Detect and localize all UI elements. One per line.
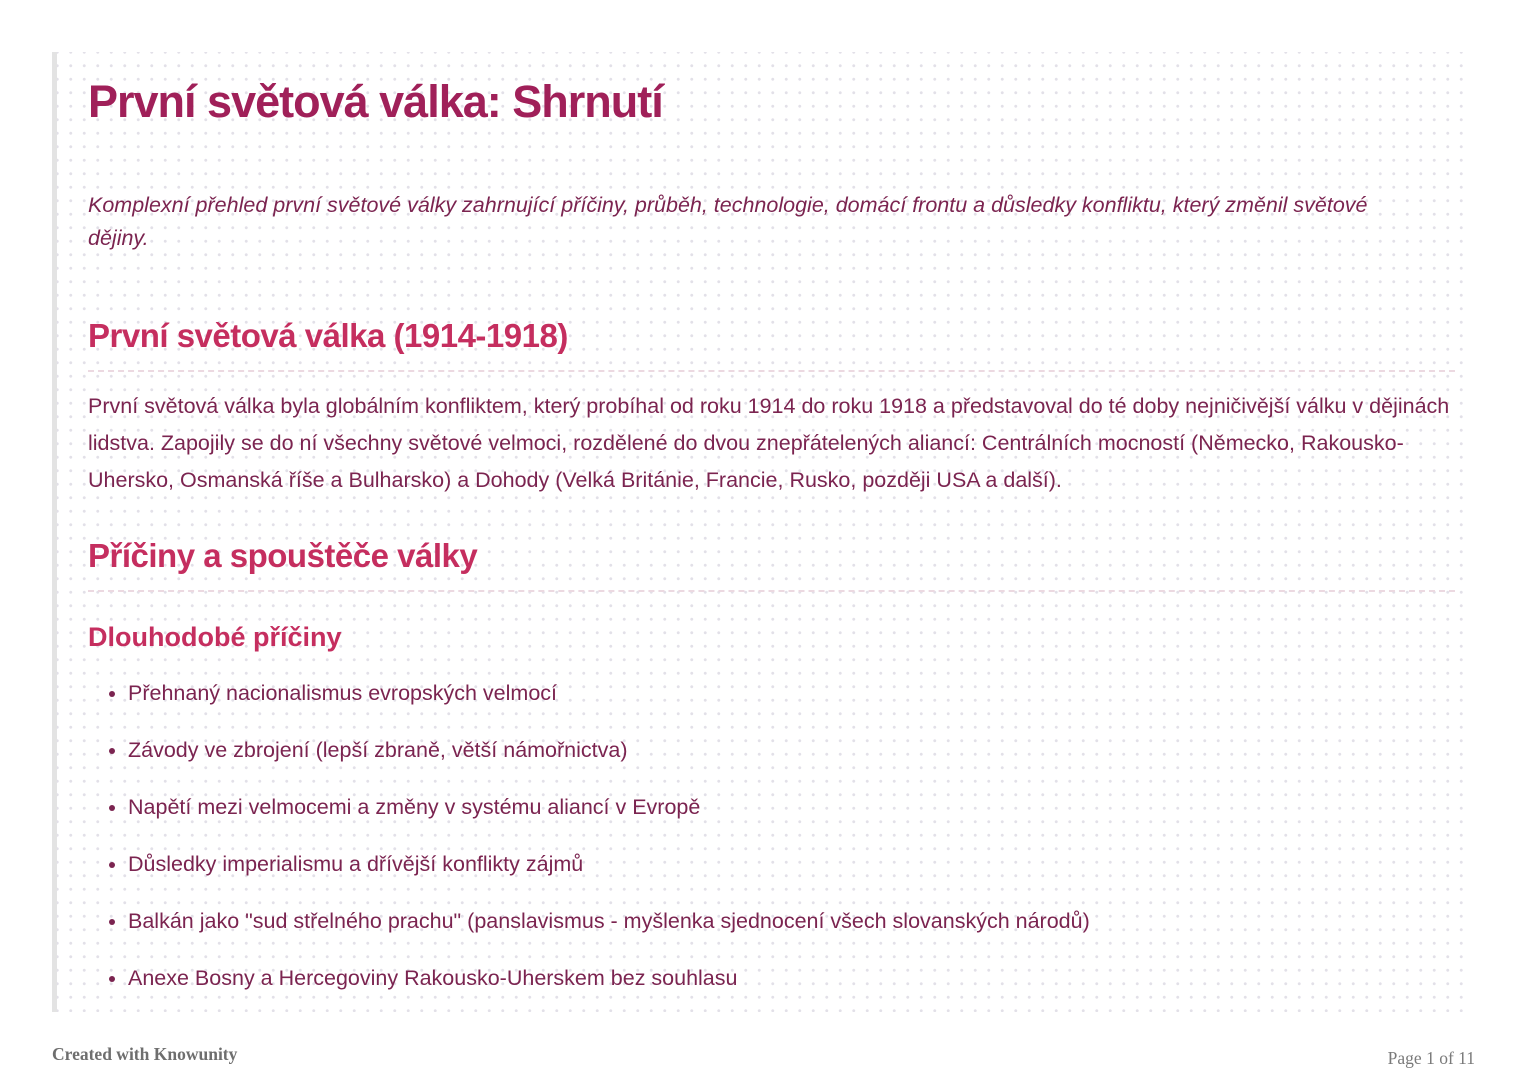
document-page: [52, 52, 1471, 1012]
list-item: • Důsledky imperialismu a dřívější konflikty zájmů: [128, 852, 1455, 877]
created-with-label: Created with Knowunity: [52, 1044, 238, 1064]
list-item: • Balkán jako "sud střelného prachu" (panslavismus - myšlenka sjednocení všech slovanských národů): [128, 909, 1455, 934]
page-title: První světová válka: Shrnutí: [88, 76, 663, 127]
subsection-heading-long-term-causes: Dlouhodobé příčiny: [88, 622, 342, 652]
list-item: • Anexe Bosny a Hercegoviny Rakousko-Uherskem bez souhlasu: [128, 966, 1455, 991]
list-item: • Napětí mezi velmocemi a změny v systému aliancí v Evropě: [128, 795, 1455, 820]
overview-paragraph: První světová válka byla globálním konfliktem, který probíhal od roku 1914 do roku 1918 a představoval do té doby nejničivější válku v dějinách lidstva. Zapojily se do ní všechny světové velmoci, rozdělené do dvou znepřátelených aliancí: Centrálních mocností (Německo, Rakousko-Uhersko, Osmanská říše a Bulharsko) a Dohody (Velká Británie, Francie, Rusko, později USA a další).: [88, 394, 1450, 492]
list-item: • Závody ve zbrojení (lepší zbraně, větší námořnictva): [128, 738, 1455, 763]
page-subtitle: Komplexní přehled první světové války zahrnující příčiny, průběh, technologie, domácí frontu a důsledky konfliktu, který změnil světové dějiny.: [88, 193, 1368, 250]
page-number: Page 1 of 11: [1387, 1048, 1475, 1068]
section-heading-causes: Příčiny a spouštěče války: [88, 537, 1455, 592]
causes-bullet-list: [88, 681, 1455, 991]
list-item: • Přehnaný nacionalismus evropských velmocí: [128, 681, 1455, 706]
section-heading-overview: První světová válka (1914-1918): [88, 317, 1455, 372]
